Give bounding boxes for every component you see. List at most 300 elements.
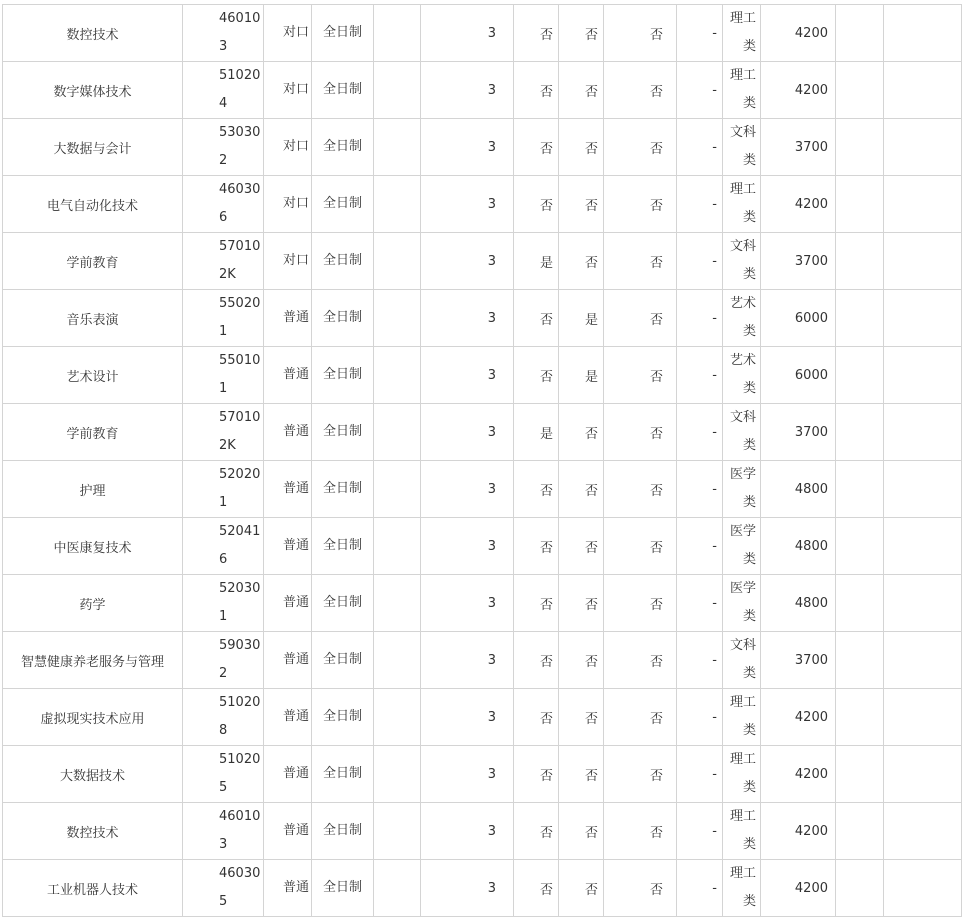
spacer-cell (884, 689, 962, 746)
enrollment-type-cell (264, 632, 312, 689)
category-text: 文科类 (729, 239, 756, 282)
years-text: 3 (487, 424, 496, 440)
flag-3-cell (604, 518, 677, 575)
enrollment-type-cell (264, 176, 312, 233)
flag-1-cell (514, 575, 559, 632)
category-text: 理工类 (729, 866, 756, 909)
years-cell (421, 632, 514, 689)
spacer-cell (884, 575, 962, 632)
study-form-text: 全日制 (322, 652, 362, 667)
years-cell (421, 176, 514, 233)
spacer-cell (836, 233, 884, 290)
flag-3-text: 否 (649, 141, 663, 157)
dash-cell (677, 632, 723, 689)
study-form-cell (312, 176, 374, 233)
spacer-cell (836, 632, 884, 689)
flag-1-cell (514, 803, 559, 860)
flag-2-cell (559, 860, 604, 917)
table-row (3, 575, 962, 632)
major-code-text: 590302 (219, 638, 261, 681)
fee-cell (761, 233, 836, 290)
fee-text: 4200 (794, 82, 828, 98)
flag-2-text: 否 (584, 597, 598, 613)
fee-cell (761, 518, 836, 575)
flag-1-cell (514, 632, 559, 689)
flag-3-cell (604, 461, 677, 518)
category-cell (723, 290, 761, 347)
flag-3-cell (604, 290, 677, 347)
fee-text: 4200 (794, 25, 828, 41)
spacer-cell (884, 62, 962, 119)
study-form-text: 全日制 (322, 253, 362, 268)
years-text: 3 (487, 196, 496, 212)
major-code-cell (183, 62, 264, 119)
spacer-cell (884, 461, 962, 518)
major-name-cell (3, 860, 183, 917)
flag-3-cell (604, 689, 677, 746)
dash-cell (677, 290, 723, 347)
study-form-cell (312, 5, 374, 62)
spacer-cell (836, 5, 884, 62)
table-row (3, 404, 962, 461)
spacer-cell (374, 689, 421, 746)
spacer-cell (836, 176, 884, 233)
major-name-text: 大数据技术 (59, 768, 125, 784)
flag-2-cell (559, 689, 604, 746)
enrollment-type-text: 普通 (282, 766, 309, 781)
enrollment-type-text: 对口 (282, 25, 309, 40)
spacer-cell (884, 176, 962, 233)
spacer-cell (884, 404, 962, 461)
category-cell (723, 461, 761, 518)
enrollment-type-cell (264, 233, 312, 290)
spacer-cell (884, 233, 962, 290)
years-cell (421, 461, 514, 518)
years-text: 3 (487, 253, 496, 269)
category-text: 艺术类 (729, 296, 756, 339)
study-form-cell (312, 62, 374, 119)
spacer-cell (836, 575, 884, 632)
major-name-text: 艺术设计 (66, 369, 119, 385)
flag-2-text: 否 (584, 141, 598, 157)
spacer-cell (374, 62, 421, 119)
category-cell (723, 176, 761, 233)
major-code-cell (183, 290, 264, 347)
dash-cell (677, 803, 723, 860)
study-form-cell (312, 689, 374, 746)
years-cell (421, 689, 514, 746)
flag-1-cell (514, 176, 559, 233)
enrollment-type-text: 对口 (282, 139, 309, 154)
spacer-cell (374, 746, 421, 803)
dash-cell (677, 347, 723, 404)
fee-text: 4200 (794, 766, 828, 782)
category-cell (723, 5, 761, 62)
years-text: 3 (487, 652, 496, 668)
major-code-text: 530302 (219, 125, 261, 168)
major-code-cell (183, 518, 264, 575)
flag-1-text: 否 (539, 882, 553, 898)
years-cell (421, 746, 514, 803)
flag-1-cell (514, 233, 559, 290)
major-name-cell (3, 62, 183, 119)
fee-cell (761, 176, 836, 233)
study-form-cell (312, 803, 374, 860)
flag-1-cell (514, 518, 559, 575)
category-text: 理工类 (729, 182, 756, 225)
dash-text: - (712, 139, 717, 155)
flag-2-cell (559, 5, 604, 62)
flag-2-text: 否 (584, 711, 598, 727)
flag-1-text: 否 (539, 483, 553, 499)
flag-3-cell (604, 5, 677, 62)
major-code-text: 520416 (219, 524, 261, 567)
study-form-text: 全日制 (322, 595, 362, 610)
major-name-cell (3, 803, 183, 860)
flag-3-text: 否 (649, 255, 663, 271)
major-code-text: 550101 (219, 353, 261, 396)
major-code-cell (183, 119, 264, 176)
dash-text: - (712, 823, 717, 839)
category-text: 医学类 (729, 524, 756, 567)
flag-1-text: 否 (539, 825, 553, 841)
fee-text: 4800 (794, 481, 828, 497)
major-name-cell (3, 689, 183, 746)
major-code-text: 520301 (219, 581, 261, 624)
table-row (3, 689, 962, 746)
flag-3-cell (604, 233, 677, 290)
flag-3-cell (604, 176, 677, 233)
years-cell (421, 62, 514, 119)
dash-cell (677, 176, 723, 233)
enrollment-type-text: 普通 (282, 880, 309, 895)
major-name-cell (3, 461, 183, 518)
flag-3-text: 否 (649, 312, 663, 328)
category-cell (723, 347, 761, 404)
years-text: 3 (487, 310, 496, 326)
table-row (3, 632, 962, 689)
dash-text: - (712, 367, 717, 383)
enrollment-type-text: 普通 (282, 595, 309, 610)
fee-text: 4800 (794, 538, 828, 554)
spacer-cell (374, 461, 421, 518)
flag-3-cell (604, 62, 677, 119)
major-name-text: 电气自动化技术 (46, 198, 138, 214)
fee-cell (761, 632, 836, 689)
years-cell (421, 347, 514, 404)
flag-3-cell (604, 575, 677, 632)
flag-3-cell (604, 404, 677, 461)
flag-3-text: 否 (649, 27, 663, 43)
flag-3-cell (604, 746, 677, 803)
spacer-cell (374, 176, 421, 233)
flag-2-cell (559, 176, 604, 233)
study-form-cell (312, 461, 374, 518)
flag-3-cell (604, 803, 677, 860)
fee-text: 4200 (794, 823, 828, 839)
major-code-cell (183, 575, 264, 632)
enrollment-type-cell (264, 347, 312, 404)
major-name-cell (3, 404, 183, 461)
majors-table (2, 4, 962, 917)
flag-2-text: 否 (584, 198, 598, 214)
fee-text: 3700 (794, 253, 828, 269)
dash-cell (677, 404, 723, 461)
flag-2-text: 否 (584, 426, 598, 442)
fee-cell (761, 290, 836, 347)
years-cell (421, 290, 514, 347)
major-code-text: 510208 (219, 695, 261, 738)
spacer-cell (374, 5, 421, 62)
fee-text: 3700 (794, 139, 828, 155)
flag-1-text: 是 (539, 426, 553, 442)
flag-3-text: 否 (649, 369, 663, 385)
major-code-text: 570102K (219, 239, 261, 282)
flag-1-text: 否 (539, 597, 553, 613)
study-form-cell (312, 347, 374, 404)
table-row (3, 233, 962, 290)
study-form-text: 全日制 (322, 367, 362, 382)
flag-2-cell (559, 461, 604, 518)
spacer-cell (884, 632, 962, 689)
flag-1-cell (514, 461, 559, 518)
dash-text: - (712, 709, 717, 725)
major-code-text: 570102K (219, 410, 261, 453)
fee-text: 4200 (794, 196, 828, 212)
spacer-cell (836, 347, 884, 404)
years-cell (421, 518, 514, 575)
spacer-cell (836, 860, 884, 917)
major-code-text: 510204 (219, 68, 261, 111)
years-cell (421, 575, 514, 632)
spacer-cell (836, 290, 884, 347)
enrollment-type-cell (264, 5, 312, 62)
years-text: 3 (487, 139, 496, 155)
dash-cell (677, 518, 723, 575)
flag-3-text: 否 (649, 198, 663, 214)
major-name-text: 药学 (79, 597, 106, 613)
enrollment-type-text: 对口 (282, 82, 309, 97)
dash-text: - (712, 766, 717, 782)
table-row (3, 290, 962, 347)
flag-3-text: 否 (649, 597, 663, 613)
table-row (3, 119, 962, 176)
dash-cell (677, 689, 723, 746)
category-text: 文科类 (729, 410, 756, 453)
major-code-text: 460103 (219, 11, 261, 54)
flag-1-cell (514, 119, 559, 176)
flag-1-cell (514, 290, 559, 347)
category-cell (723, 689, 761, 746)
dash-cell (677, 233, 723, 290)
fee-cell (761, 689, 836, 746)
enrollment-type-cell (264, 62, 312, 119)
dash-text: - (712, 481, 717, 497)
enrollment-type-text: 普通 (282, 367, 309, 382)
flag-1-text: 是 (539, 255, 553, 271)
years-text: 3 (487, 709, 496, 725)
flag-3-cell (604, 347, 677, 404)
major-name-cell (3, 5, 183, 62)
spacer-cell (374, 404, 421, 461)
dash-text: - (712, 253, 717, 269)
years-text: 3 (487, 880, 496, 896)
category-text: 理工类 (729, 11, 756, 54)
major-name-text: 音乐表演 (66, 312, 119, 328)
spacer-cell (374, 290, 421, 347)
dash-cell (677, 62, 723, 119)
flag-1-cell (514, 746, 559, 803)
flag-2-text: 是 (584, 369, 598, 385)
spacer-cell (374, 860, 421, 917)
study-form-cell (312, 404, 374, 461)
major-name-text: 智慧健康养老服务与管理 (20, 654, 164, 670)
enrollment-type-cell (264, 803, 312, 860)
major-name-cell (3, 746, 183, 803)
major-name-text: 护理 (79, 483, 106, 499)
study-form-text: 全日制 (322, 538, 362, 553)
spacer-cell (374, 803, 421, 860)
years-cell (421, 5, 514, 62)
spacer-cell (374, 518, 421, 575)
enrollment-type-cell (264, 461, 312, 518)
major-name-cell (3, 119, 183, 176)
flag-1-cell (514, 62, 559, 119)
flag-3-text: 否 (649, 540, 663, 556)
major-code-text: 520201 (219, 467, 261, 510)
flag-1-cell (514, 860, 559, 917)
flag-1-text: 否 (539, 654, 553, 670)
fee-cell (761, 347, 836, 404)
study-form-text: 全日制 (322, 880, 362, 895)
major-code-text: 510205 (219, 752, 261, 795)
flag-2-text: 否 (584, 27, 598, 43)
flag-1-cell (514, 404, 559, 461)
category-text: 文科类 (729, 638, 756, 681)
spacer-cell (374, 347, 421, 404)
enrollment-type-text: 普通 (282, 709, 309, 724)
flag-2-text: 否 (584, 540, 598, 556)
flag-2-cell (559, 518, 604, 575)
flag-2-text: 否 (584, 768, 598, 784)
years-cell (421, 404, 514, 461)
flag-1-text: 否 (539, 768, 553, 784)
study-form-cell (312, 632, 374, 689)
major-name-text: 数字媒体技术 (53, 84, 132, 100)
flag-3-text: 否 (649, 654, 663, 670)
flag-3-cell (604, 860, 677, 917)
dash-cell (677, 5, 723, 62)
flag-2-text: 否 (584, 825, 598, 841)
study-form-cell (312, 233, 374, 290)
years-text: 3 (487, 538, 496, 554)
dash-text: - (712, 538, 717, 554)
major-code-cell (183, 461, 264, 518)
fee-text: 4200 (794, 709, 828, 725)
category-text: 医学类 (729, 467, 756, 510)
spacer-cell (884, 119, 962, 176)
major-code-cell (183, 233, 264, 290)
flag-3-text: 否 (649, 426, 663, 442)
major-name-text: 学前教育 (66, 426, 119, 442)
years-text: 3 (487, 595, 496, 611)
table-row (3, 62, 962, 119)
major-name-cell (3, 632, 183, 689)
major-name-text: 工业机器人技术 (46, 882, 138, 898)
dash-cell (677, 860, 723, 917)
category-cell (723, 233, 761, 290)
years-text: 3 (487, 25, 496, 41)
flag-1-cell (514, 689, 559, 746)
spacer-cell (884, 860, 962, 917)
major-code-cell (183, 803, 264, 860)
years-cell (421, 119, 514, 176)
fee-cell (761, 404, 836, 461)
category-cell (723, 632, 761, 689)
major-code-text: 460305 (219, 866, 261, 909)
table-row (3, 518, 962, 575)
enrollment-type-text: 普通 (282, 823, 309, 838)
spacer-cell (836, 62, 884, 119)
enrollment-type-cell (264, 689, 312, 746)
flag-1-text: 否 (539, 198, 553, 214)
enrollment-type-text: 普通 (282, 538, 309, 553)
study-form-text: 全日制 (322, 424, 362, 439)
major-name-cell (3, 176, 183, 233)
dash-cell (677, 575, 723, 632)
fee-cell (761, 461, 836, 518)
major-name-text: 数控技术 (66, 27, 119, 43)
study-form-text: 全日制 (322, 139, 362, 154)
enrollment-type-text: 普通 (282, 652, 309, 667)
flag-3-text: 否 (649, 84, 663, 100)
spacer-cell (836, 803, 884, 860)
flag-2-cell (559, 347, 604, 404)
dash-text: - (712, 880, 717, 896)
table-row (3, 5, 962, 62)
flag-3-text: 否 (649, 711, 663, 727)
flag-3-text: 否 (649, 825, 663, 841)
years-text: 3 (487, 481, 496, 497)
category-text: 理工类 (729, 809, 756, 852)
flag-3-text: 否 (649, 768, 663, 784)
major-code-cell (183, 404, 264, 461)
years-text: 3 (487, 367, 496, 383)
flag-2-cell (559, 803, 604, 860)
major-name-text: 中医康复技术 (53, 540, 132, 556)
enrollment-type-text: 普通 (282, 481, 309, 496)
study-form-text: 全日制 (322, 82, 362, 97)
fee-text: 6000 (794, 367, 828, 383)
dash-text: - (712, 82, 717, 98)
dash-cell (677, 119, 723, 176)
fee-text: 4800 (794, 595, 828, 611)
flag-2-text: 是 (584, 312, 598, 328)
category-text: 理工类 (729, 752, 756, 795)
spacer-cell (884, 347, 962, 404)
flag-1-cell (514, 5, 559, 62)
table-row (3, 461, 962, 518)
flag-1-text: 否 (539, 711, 553, 727)
study-form-text: 全日制 (322, 25, 362, 40)
major-code-cell (183, 347, 264, 404)
enrollment-type-text: 对口 (282, 253, 309, 268)
flag-2-cell (559, 632, 604, 689)
major-name-cell (3, 290, 183, 347)
dash-cell (677, 461, 723, 518)
category-cell (723, 860, 761, 917)
study-form-text: 全日制 (322, 310, 362, 325)
